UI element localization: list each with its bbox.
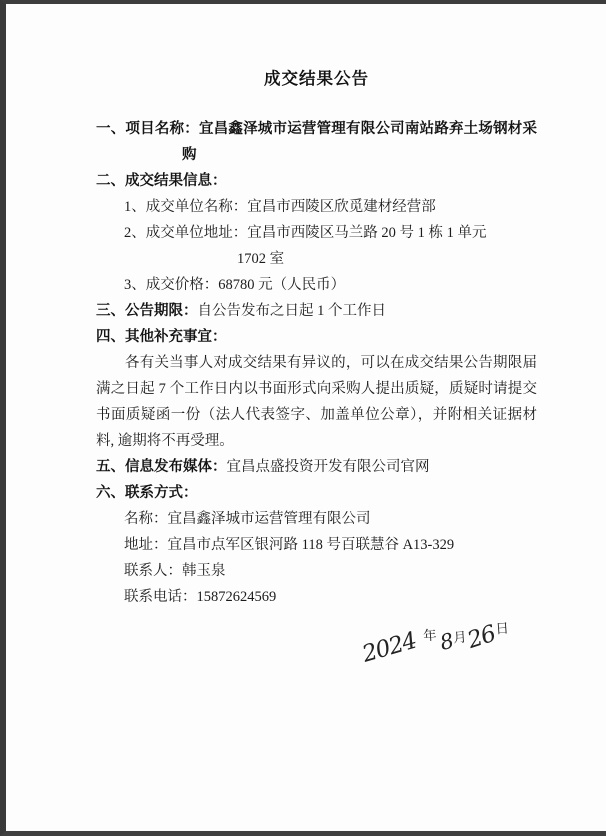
day-unit-label: 日 xyxy=(494,620,510,637)
award-unit-name: 1、成交单位名称：宜昌市西陵区欣觅建材经营部 xyxy=(124,199,436,215)
award-unit-address-line2: 1702 室 xyxy=(237,251,285,267)
handwritten-month: 8 xyxy=(437,628,456,655)
contact-phone: 联系电话：15872624569 xyxy=(124,589,277,605)
announcement-period-label: 三、公告期限： xyxy=(96,303,198,319)
supplement-paragraph-line3: 书面质疑函一份（法人代表签字、加盖单位公章），并附相关证据材 xyxy=(96,407,537,423)
contact-address: 地址：宜昌市点军区银河路 118 号百联慧谷 A13-329 xyxy=(124,537,455,553)
year-unit-label: 年 xyxy=(422,627,438,644)
announcement-period-line xyxy=(96,298,537,324)
announcement-body xyxy=(6,4,606,674)
project-name-line1: 一、项目名称：宜昌鑫泽城市运营管理有限公司南站路弃土场钢材采 xyxy=(96,121,537,137)
section4-heading: 四、其他补充事宜： xyxy=(96,329,227,345)
publish-media-line xyxy=(96,454,537,480)
month-unit-label: 月 xyxy=(452,629,468,646)
section6-heading: 六、联系方式： xyxy=(96,485,198,501)
announcement-period-value: 自公告发布之日起 1 个工作日 xyxy=(197,303,386,319)
handwritten-day: 26 xyxy=(464,620,499,654)
contact-name: 名称：宜昌鑫泽城市运营管理有限公司 xyxy=(124,511,371,527)
supplement-paragraph-line2: 满之日起 7 个工作日内以书面形式向采购人提出质疑，质疑时请提交 xyxy=(96,381,537,397)
award-price: 3、成交价格：68780 元（人民币） xyxy=(124,277,346,293)
section2-heading: 二、成交结果信息： xyxy=(96,173,227,189)
document-title: 成交结果公告 xyxy=(264,69,369,88)
publish-media-value: 宜昌点盛投资开发有限公司官网 xyxy=(226,459,430,475)
supplement-paragraph-line4: 料, 逾期将不再受理。 xyxy=(96,433,234,449)
project-name-line2: 购 xyxy=(182,147,197,163)
handwritten-year: 2024 xyxy=(359,627,420,668)
award-unit-address-line1: 2、成交单位地址：宜昌市西陵区马兰路 20 号 1 栋 1 单元 xyxy=(124,225,487,241)
contact-person: 联系人：韩玉泉 xyxy=(124,563,226,579)
supplement-paragraph-line1: 各有关当事人对成交结果有异议的，可以在成交结果公告期限届 xyxy=(125,355,537,371)
handwritten-date xyxy=(95,611,538,690)
publish-media-label: 五、信息发布媒体： xyxy=(96,459,227,475)
